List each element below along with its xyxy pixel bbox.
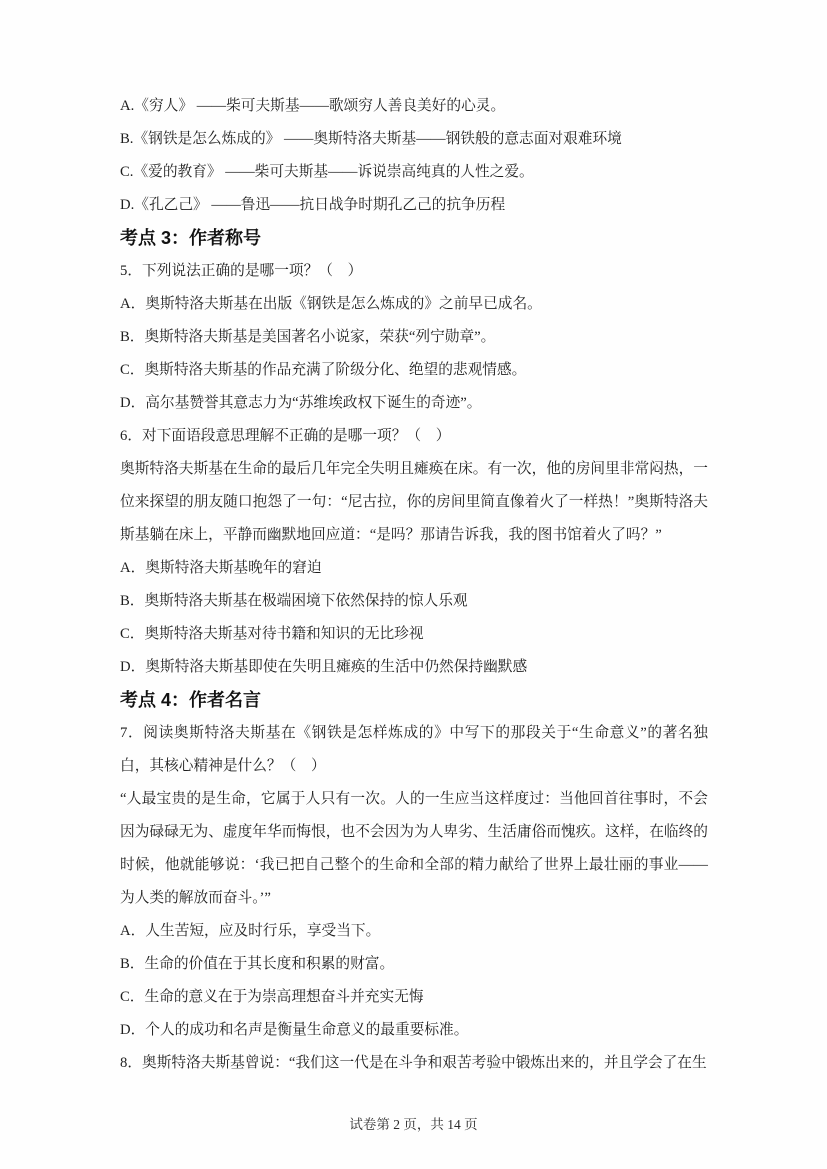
page-footer: 试卷第 2 页，共 14 页 — [349, 1117, 478, 1132]
topic3-heading: 考点 3：作者称号 — [120, 228, 262, 248]
q5-option-d: D．高尔基赞誉其意志力为“苏维埃政权下诞生的奇迹”。 — [120, 395, 482, 411]
q6-option-c: C．奥斯特洛夫斯基对待书籍和知识的无比珍视 — [120, 626, 424, 642]
q4-option-c: C.《爱的教育》 ——柴可夫斯基——诉说崇高纯真的人性之爱。 — [120, 164, 534, 180]
question8-stem-partial: 8．奥斯特洛夫斯基曾说：“我们这一代是在斗争和艰苦考验中锻炼出来的，并且学会了在生 — [120, 1055, 707, 1071]
question6-stem: 6．对下面语段意思理解不正确的是哪一项？（ ） — [120, 428, 451, 444]
q7-option-d: D．个人的成功和名声是衡量生命意义的最重要标准。 — [120, 1022, 469, 1038]
q5-option-c: C．奥斯特洛夫斯基的作品充满了阶级分化、绝望的悲观情感。 — [120, 362, 527, 378]
q5-option-b: B．奥斯特洛夫斯基是美国著名小说家，荣获“列宁勋章”。 — [120, 329, 496, 345]
q7-option-b: B．生命的价值在于其长度和积累的财富。 — [120, 956, 395, 972]
topic4-heading: 考点 4：作者名言 — [120, 690, 262, 710]
q6-option-b: B．奥斯特洛夫斯基在极端困境下依然保持的惊人乐观 — [120, 593, 468, 609]
q4-option-b: B.《钢铁是怎么炼成的》 ——奥斯特洛夫斯基——钢铁般的意志面对艰难环境 — [120, 131, 622, 147]
q4-option-a: A.《穷人》 ——柴可夫斯基——歌颂穷人善良美好的心灵。 — [120, 98, 506, 114]
q5-option-a: A．奥斯特洛夫斯基在出版《钢铁是怎么炼成的》之前早已成名。 — [120, 296, 542, 312]
question6-passage: 奥斯特洛夫斯基在生命的最后几年完全失明且瘫痪在床。有一次，他的房间里非常闷热，一位来探望的朋友随口抱怨了一句：“尼古拉，你的房间里简直像着火了一样热！”奥斯特洛夫斯基躺在床上，平静而幽默地回应道：“是吗？那请告诉我，我的图书馆着火了吗？” — [120, 461, 708, 543]
q6-option-d: D．奥斯特洛夫斯基即使在失明且瘫痪的生活中仍然保持幽默感 — [120, 659, 528, 675]
q7-option-a: A．人生苦短，应及时行乐，享受当下。 — [120, 923, 381, 939]
question7-stem: 7．阅读奥斯特洛夫斯基在《钢铁是怎样炼成的》中写下的那段关于“生命意义”的著名独白，其核心精神是什么？（ ） — [120, 725, 708, 774]
q4-option-d: D.《孔乙己》 ——鲁迅——抗日战争时期孔乙己的抗争历程 — [120, 197, 506, 213]
page-content — [120, 90, 708, 1080]
question5-stem: 5．下列说法正确的是哪一项？（ ） — [120, 263, 363, 279]
q7-option-c: C．生命的意义在于为崇高理想奋斗并充实无悔 — [120, 989, 424, 1005]
q6-option-a: A．奥斯特洛夫斯基晚年的窘迫 — [120, 560, 322, 576]
question7-quote: “人最宝贵的是生命，它属于人只有一次。人的一生应当这样度过：当他回首往事时，不会因为碌碌无为、虚度年华而悔恨，也不会因为为人卑劣、生活庸俗而愧疚。这样，在临终的时候，他就能够说：‘我已把自己整个的生命和全部的精力献给了世界上最壮丽的事业——为人类的解放而奋斗。’” — [120, 791, 708, 906]
